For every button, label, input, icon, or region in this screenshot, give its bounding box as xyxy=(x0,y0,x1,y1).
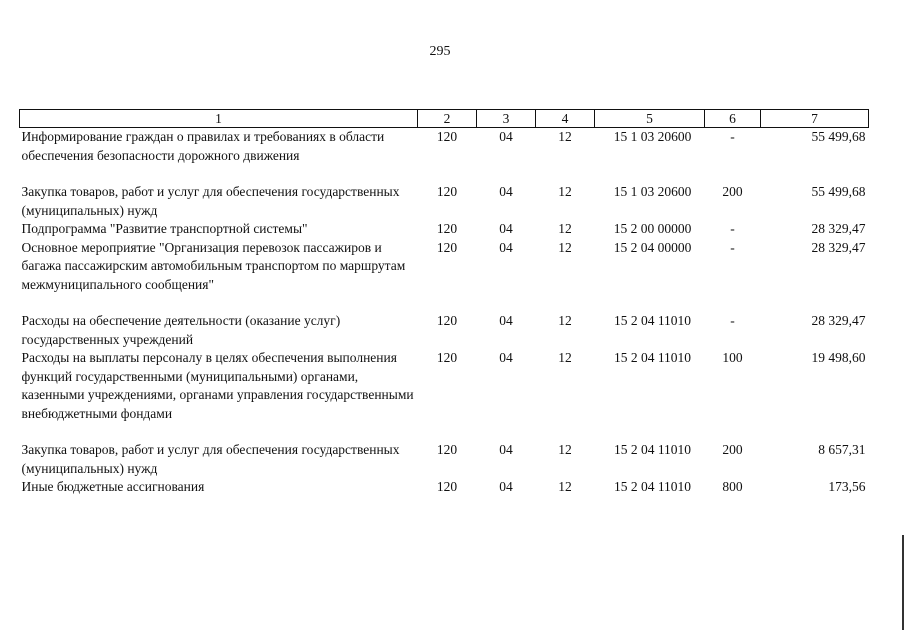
row-rz: 04 xyxy=(499,184,513,199)
row-pr: 12 xyxy=(558,239,572,255)
row-rz: 04 xyxy=(499,479,513,494)
row-csr: 15 2 04 11010 xyxy=(613,313,692,328)
row-csr: 15 2 04 00000 xyxy=(613,239,692,255)
row-vr: 100 xyxy=(722,350,743,365)
row-ved: 120 xyxy=(436,239,458,255)
row-csr: 15 2 04 11010 xyxy=(613,442,692,457)
table-row xyxy=(20,239,869,313)
row-vr: 200 xyxy=(722,442,743,457)
header-col-5: 5 xyxy=(595,110,705,128)
row-name: Подпрограмма "Развитие транспортной системы" xyxy=(21,221,308,236)
row-name: Расходы на выплаты персоналу в целях обеспечения выполнения функций государственными (муниципальными) органами, казенными учреждениями, органами управления государственными внебюджетными фондами xyxy=(21,350,414,421)
header-col-3: 3 xyxy=(477,110,536,128)
row-name: Основное мероприятие "Организация перевозок пассажиров и багажа пассажирским автомобильным транспортом по маршрутам межмуниципального сообщения" xyxy=(21,239,406,292)
row-sum: 19 498,60 xyxy=(811,350,866,365)
row-ved: 120 xyxy=(436,479,458,494)
row-ved: 120 xyxy=(436,184,458,199)
row-vr: - xyxy=(730,313,735,328)
row-name: Закупка товаров, работ и услуг для обеспечения государственных (муниципальных) нужд xyxy=(21,442,400,476)
table-row xyxy=(20,220,869,239)
row-vr: - xyxy=(730,239,735,255)
row-ved: 120 xyxy=(436,221,458,236)
row-csr: 15 1 03 20600 xyxy=(613,129,692,144)
header-col-2: 2 xyxy=(418,110,477,128)
row-sum: 28 329,47 xyxy=(811,313,866,328)
header-col-6: 6 xyxy=(705,110,761,128)
row-rz: 04 xyxy=(499,313,513,328)
row-sum: 28 329,47 xyxy=(811,221,866,236)
table-row xyxy=(20,312,869,349)
row-pr: 12 xyxy=(558,313,572,328)
row-vr: - xyxy=(730,221,735,236)
row-pr: 12 xyxy=(558,129,572,144)
row-name: Расходы на обеспечение деятельности (оказание услуг) государственных учреждений xyxy=(21,313,341,347)
row-ved: 120 xyxy=(436,313,458,328)
row-pr: 12 xyxy=(558,221,572,236)
row-name: Иные бюджетные ассигнования xyxy=(21,479,205,494)
row-name: Информирование граждан о правилах и требованиях в области обеспечения безопасности дорожного движения xyxy=(21,129,385,163)
row-rz: 04 xyxy=(499,442,513,457)
row-sum: 55 499,68 xyxy=(811,129,866,144)
row-sum: 28 329,47 xyxy=(811,239,866,255)
header-row xyxy=(20,110,869,128)
row-csr: 15 2 04 11010 xyxy=(613,479,692,494)
scan-edge-line xyxy=(902,535,904,630)
table-row xyxy=(20,478,869,497)
row-ved: 120 xyxy=(436,129,458,144)
row-rz: 04 xyxy=(499,221,513,236)
row-csr: 15 2 00 00000 xyxy=(613,221,692,236)
table-row xyxy=(20,183,869,220)
row-pr: 12 xyxy=(558,442,572,457)
table-row xyxy=(20,349,869,441)
header-col-7: 7 xyxy=(761,110,869,128)
row-pr: 12 xyxy=(558,184,572,199)
row-vr: 800 xyxy=(722,479,743,494)
header-col-4: 4 xyxy=(536,110,595,128)
row-ved: 120 xyxy=(436,350,458,365)
row-csr: 15 1 03 20600 xyxy=(613,184,692,199)
row-pr: 12 xyxy=(558,350,572,365)
row-sum: 8 657,31 xyxy=(818,442,866,457)
row-ved: 120 xyxy=(436,442,458,457)
row-rz: 04 xyxy=(499,129,513,144)
page-number: 295 xyxy=(429,44,451,59)
row-sum: 173,56 xyxy=(828,479,866,494)
row-name: Закупка товаров, работ и услуг для обеспечения государственных (муниципальных) нужд xyxy=(21,184,400,218)
budget-table xyxy=(19,109,869,497)
row-pr: 12 xyxy=(558,479,572,494)
row-vr: 200 xyxy=(722,184,743,199)
table-row xyxy=(20,441,869,478)
row-vr: - xyxy=(730,129,735,144)
row-rz: 04 xyxy=(499,350,513,365)
row-sum: 55 499,68 xyxy=(811,184,866,199)
row-rz: 04 xyxy=(499,239,513,255)
header-col-1: 1 xyxy=(20,110,418,128)
table-row xyxy=(20,128,869,184)
row-csr: 15 2 04 11010 xyxy=(613,350,692,365)
